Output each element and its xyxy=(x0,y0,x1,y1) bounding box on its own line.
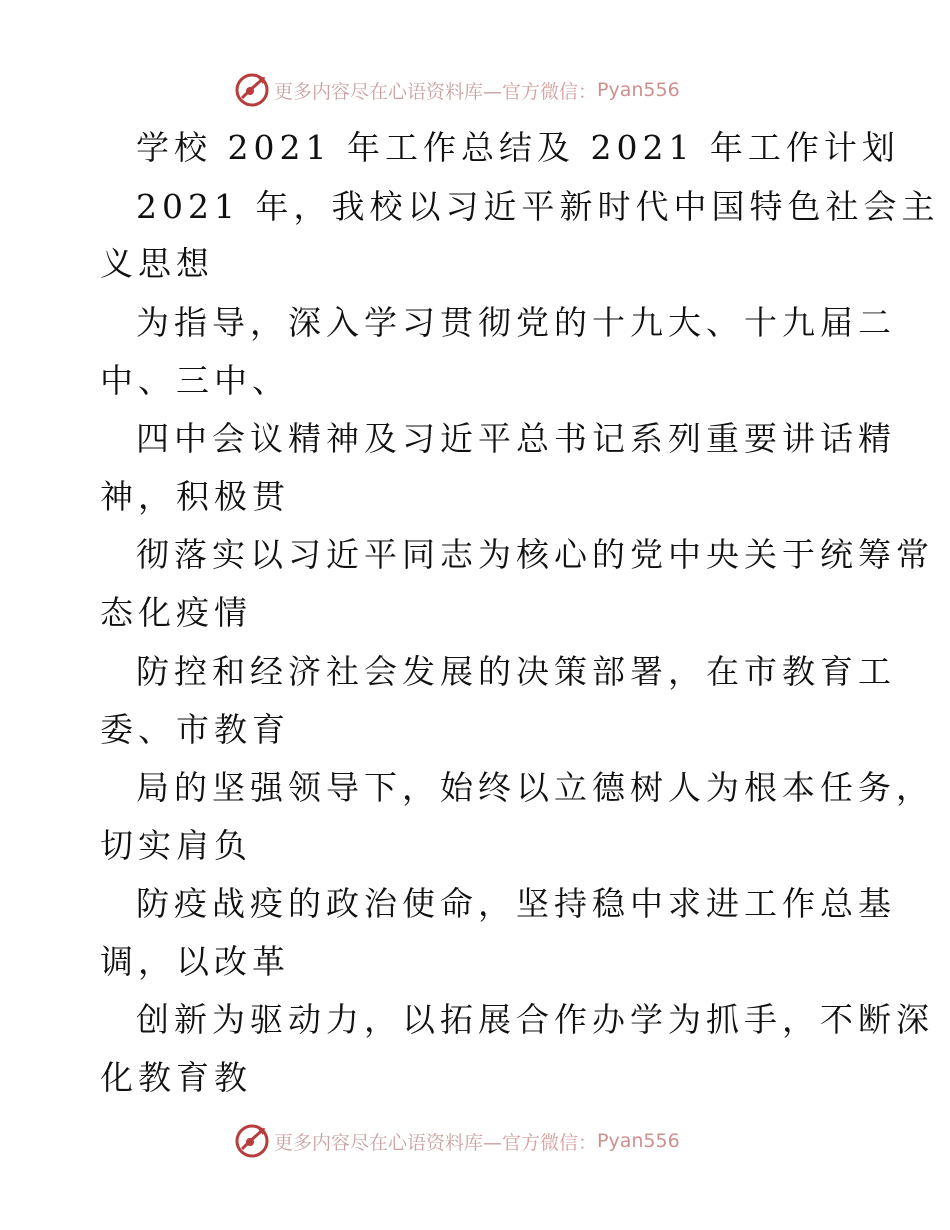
paragraph-line: 中、三中、 xyxy=(100,361,290,400)
paragraph-line: 委、市教育 xyxy=(100,710,290,749)
banner-text: 更多内容尽在心语资料库— xyxy=(274,1131,503,1154)
paragraph-line: 调，以改革 xyxy=(100,942,290,981)
banner-wechat-label: 官方微信： xyxy=(502,80,598,103)
banner-wechat-id: Pyan556 xyxy=(597,1130,680,1152)
paragraph-line: 局的坚强领导下，始终以立德树人为根本任务， xyxy=(136,768,934,807)
paragraph-line: 化教育教 xyxy=(100,1058,252,1097)
paragraph-line: 防疫战疫的政治使命，坚持稳中求进工作总基 xyxy=(136,884,896,923)
paragraph-line: 创新为驱动力，以拓展合作办学为抓手，不断深 xyxy=(136,1000,934,1039)
paragraph-line: 神，积极贯 xyxy=(100,477,290,516)
paragraph-line: 彻落实以习近平同志为核心的党中央关于统筹常 xyxy=(136,535,934,574)
paragraph-line: 四中会议精神及习近平总书记系列重要讲话精 xyxy=(136,419,896,458)
paragraph-line: 义思想 xyxy=(100,244,214,283)
document-title: 学校 2021 年工作总结及 2021 年工作计划 xyxy=(136,128,900,167)
paragraph-line: 切实肩负 xyxy=(100,826,252,865)
paragraph-line: 态化疫情 xyxy=(100,593,252,632)
paragraph-line: 为指导，深入学习贯彻党的十九大、十九届二 xyxy=(136,303,896,342)
paragraph-line: 防控和经济社会发展的决策部署，在市教育工 xyxy=(136,652,896,691)
banner-wechat-id: Pyan556 xyxy=(597,79,680,101)
banner-wechat-label: 官方微信： xyxy=(502,1131,598,1154)
footer-banner xyxy=(234,1121,680,1161)
banner-text: 更多内容尽在心语资料库— xyxy=(274,80,503,103)
paragraph-line: 2021 年，我校以习近平新时代中国特色社会主 xyxy=(136,187,940,226)
brand-logo-icon xyxy=(234,1123,270,1159)
